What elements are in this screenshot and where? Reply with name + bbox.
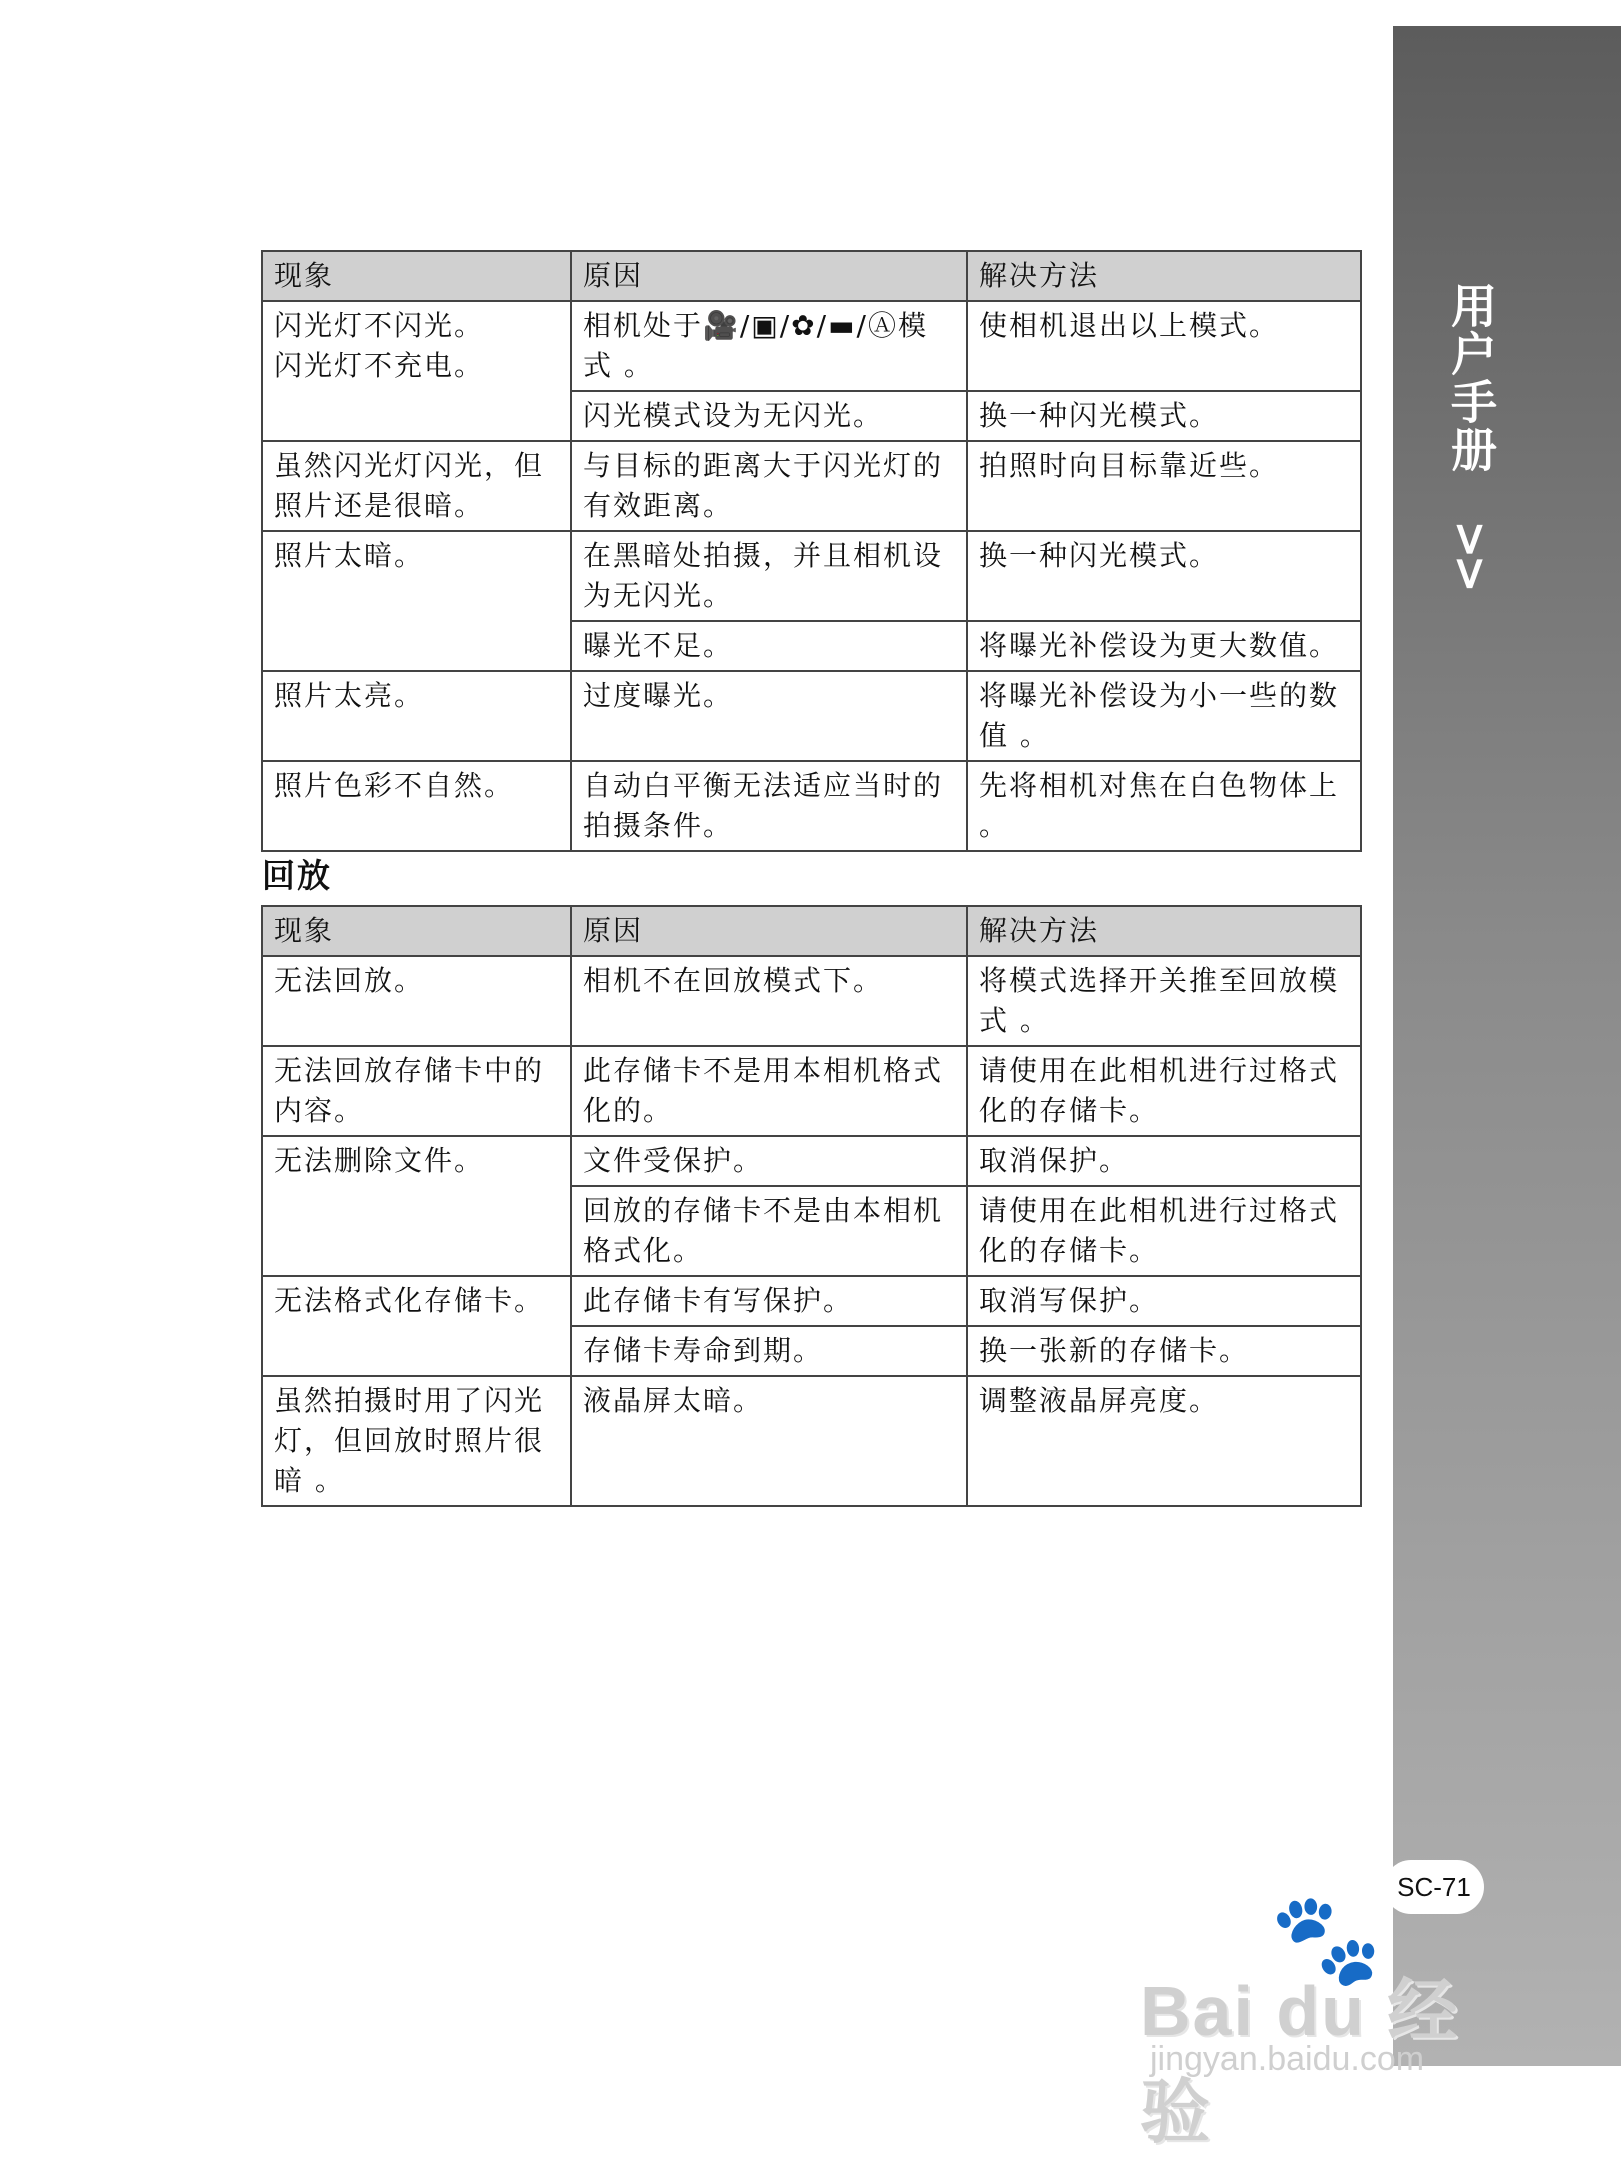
symptom-cell: 虽然闪光灯闪光，但照片还是很暗。 xyxy=(262,441,571,531)
solution-cell: 取消保护。 xyxy=(967,1136,1361,1186)
cause-cell: 液晶屏太暗。 xyxy=(571,1376,967,1506)
symptom-cell: 无法删除文件。 xyxy=(262,1136,571,1276)
solution-cell: 先将相机对焦在白色物体上 。 xyxy=(967,761,1361,851)
solution-cell: 拍照时向目标靠近些。 xyxy=(967,441,1361,531)
solution-cell: 将曝光补偿设为更大数值。 xyxy=(967,621,1361,671)
flash-troubleshooting-table xyxy=(261,250,1362,852)
solution-cell: 请使用在此相机进行过格式化的存储卡。 xyxy=(967,1046,1361,1136)
sidebar-arrows: >> xyxy=(1444,520,1498,590)
table-row xyxy=(262,671,1361,761)
solution-cell: 调整液晶屏亮度。 xyxy=(967,1376,1361,1506)
solution-cell: 换一种闪光模式。 xyxy=(967,391,1361,441)
table-row xyxy=(262,761,1361,851)
cause-cell: 存储卡寿命到期。 xyxy=(571,1326,967,1376)
section-sidebar xyxy=(1393,26,1621,2066)
watermark-url: jingyan.baidu.com xyxy=(1150,2040,1425,2078)
cause-cell: 此存储卡不是用本相机格式化的。 xyxy=(571,1046,967,1136)
cause-cell: 与目标的距离大于闪光灯的有效距离。 xyxy=(571,441,967,531)
sidebar-title-text: 用户手册 xyxy=(1444,282,1498,474)
cause-cell: 自动白平衡无法适应当时的拍摄条件。 xyxy=(571,761,967,851)
symptom-cell: 照片色彩不自然。 xyxy=(262,761,571,851)
table-row xyxy=(262,1276,1361,1326)
solution-cell: 取消写保护。 xyxy=(967,1276,1361,1326)
paw-logo-icon: 🐾 xyxy=(1270,1887,1383,1992)
symptom-cell: 虽然拍摄时用了闪光灯，但回放时照片很暗 。 xyxy=(262,1376,571,1506)
solution-cell: 使相机退出以上模式。 xyxy=(967,301,1361,391)
solution-cell: 换一张新的存储卡。 xyxy=(967,1326,1361,1376)
sidebar-title xyxy=(1436,282,1506,589)
cause-cell: 回放的存储卡不是由本相机格式化。 xyxy=(571,1186,967,1276)
cause-cell: 在黑暗处拍摄，并且相机设为无闪光。 xyxy=(571,531,967,621)
symptom-cell: 照片太亮。 xyxy=(262,671,571,761)
table-row xyxy=(262,1046,1361,1136)
watermark-logo-text: Bai du 经验 xyxy=(1140,1972,1460,2151)
symptom-cell: 闪光灯不闪光。 闪光灯不充电。 xyxy=(262,301,571,441)
symptom-cell: 无法回放。 xyxy=(262,956,571,1046)
table-row xyxy=(262,301,1361,391)
header-cause: 原因 xyxy=(571,906,967,956)
table-row xyxy=(262,441,1361,531)
cause-cell: 闪光模式设为无闪光。 xyxy=(571,391,967,441)
solution-cell: 将曝光补偿设为小一些的数值 。 xyxy=(967,671,1361,761)
header-solution: 解决方法 xyxy=(967,906,1361,956)
table-row xyxy=(262,1376,1361,1506)
table-row xyxy=(262,956,1361,1046)
header-solution: 解决方法 xyxy=(967,251,1361,301)
header-cause: 原因 xyxy=(571,251,967,301)
cause-cell: 此存储卡有写保护。 xyxy=(571,1276,967,1326)
table-header-row xyxy=(262,906,1361,956)
cause-cell: 曝光不足。 xyxy=(571,621,967,671)
header-symptom: 现象 xyxy=(262,251,571,301)
table-header-row xyxy=(262,251,1361,301)
cause-cell: 相机不在回放模式下。 xyxy=(571,956,967,1046)
solution-cell: 换一种闪光模式。 xyxy=(967,531,1361,621)
playback-section-title: 回放 xyxy=(262,856,332,895)
symptom-cell: 照片太暗。 xyxy=(262,531,571,671)
solution-cell: 请使用在此相机进行过格式化的存储卡。 xyxy=(967,1186,1361,1276)
header-symptom: 现象 xyxy=(262,906,571,956)
table-row xyxy=(262,1136,1361,1186)
page-number-badge: SC-71 xyxy=(1384,1860,1484,1914)
playback-troubleshooting-table xyxy=(261,905,1362,1507)
symptom-cell: 无法回放存储卡中的内容。 xyxy=(262,1046,571,1136)
cause-cell: 相机处于🎥/▣/✿/▬/Ⓐ模式 。 xyxy=(571,301,967,391)
symptom-cell: 无法格式化存储卡。 xyxy=(262,1276,571,1376)
table-row xyxy=(262,531,1361,621)
solution-cell: 将模式选择开关推至回放模式 。 xyxy=(967,956,1361,1046)
cause-cell: 文件受保护。 xyxy=(571,1136,967,1186)
cause-cell: 过度曝光。 xyxy=(571,671,967,761)
